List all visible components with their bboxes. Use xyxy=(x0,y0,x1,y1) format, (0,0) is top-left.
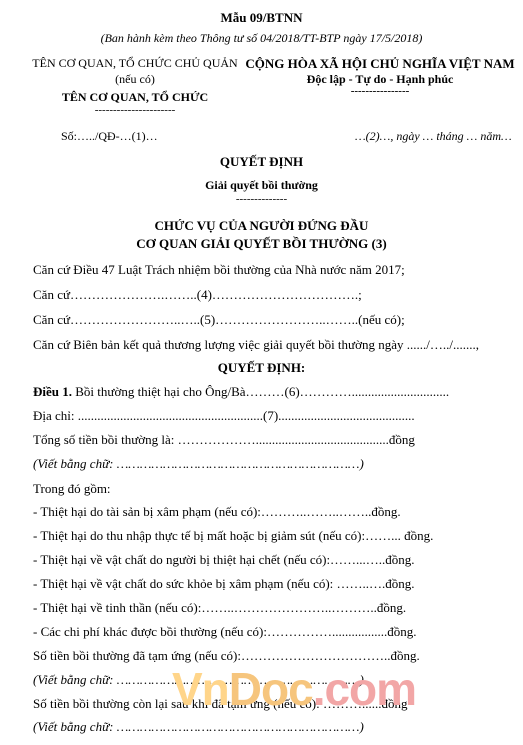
damage-item: - Thiệt hại do tài sản bị xâm phạm (nếu có):………..……..……..đồng. xyxy=(33,504,401,519)
watermark-part: Vn xyxy=(172,663,229,715)
damage-item: - Thiệt hại về vật chất do sức khỏe bị xâm phạm (nếu có): ……..….đồng. xyxy=(33,576,415,591)
damage-item: - Thiệt hại về tinh thần (nếu có):……..…………………..………..đồng. xyxy=(33,600,407,615)
article-1-label: Điều 1. xyxy=(33,384,72,399)
vndoc-watermark xyxy=(172,663,417,715)
motto-rule: ---------------- xyxy=(350,85,410,97)
including-line: Trong đó gồm: xyxy=(33,481,111,496)
basis-line: Căn cứ………………….……..(4)…………………………….; xyxy=(33,287,362,302)
issued-note: (Ban hành kèm theo Thông tư số 04/2018/TT-BTP ngày 17/5/2018) xyxy=(100,31,423,45)
place-date: …(2)…, ngày … tháng … năm… xyxy=(355,129,512,143)
watermark-part: Doc xyxy=(228,663,313,715)
agency-name: TÊN CƠ QUAN, TỔ CHỨC xyxy=(61,90,209,104)
authority-line-1: CHỨC VỤ CỦA NGƯỜI ĐỨNG ĐẦU xyxy=(154,218,369,233)
subject-rule: -------------- xyxy=(235,193,288,205)
damage-item: - Thiệt hại do thu nhập thực tế bị mất hoặc bị giảm sút (nếu có):……... đồng. xyxy=(33,528,434,543)
basis-line: Căn cứ Điều 47 Luật Trách nhiệm bồi thường của Nhà nước năm 2017; xyxy=(33,262,405,277)
decision-subject: Giải quyết bồi thường xyxy=(205,178,318,192)
authority-line-2: CƠ QUAN GIẢI QUYẾT BỒI THƯỜNG (3) xyxy=(136,236,387,251)
basis-line: Căn cứ……………………..…..(5)……………………..……..(nếu có); xyxy=(33,312,405,327)
remaining-words-line: (Viết bằng chữ: ………………………………………………………) xyxy=(33,719,364,734)
advance-line: Số tiền bồi thường đã tạm ứng (nếu có):……………………………..đồng. xyxy=(33,648,420,663)
address-line: Địa chỉ: .........................................................(7).......................................... xyxy=(33,408,415,423)
decides-heading: QUYẾT ĐỊNH: xyxy=(217,360,306,375)
total-words-line: (Viết bằng chữ: ………………………………………………………) xyxy=(33,456,364,471)
agency-parent-note: (nếu có) xyxy=(115,72,155,86)
article-1-text: Bồi thường thiệt hại cho Ông/Bà………(6)………….............................. xyxy=(72,384,450,399)
article-1 xyxy=(33,384,449,400)
agency-parent: TÊN CƠ QUAN, TỔ CHỨC CHỦ QUẢN xyxy=(32,56,238,70)
agency-rule: ---------------------- xyxy=(94,104,176,116)
form-number: Mẫu 09/BTNN xyxy=(220,10,303,25)
damage-item: - Các chi phí khác được bồi thường (nếu có):…………….................đồng. xyxy=(33,624,417,639)
country-motto: Độc lập - Tự do - Hạnh phúc xyxy=(306,72,454,86)
decision-title: QUYẾT ĐỊNH xyxy=(219,154,304,169)
basis-line: Căn cứ Biên bản kết quả thương lượng việc giải quyết bồi thường ngày ....../…../......., xyxy=(33,337,479,352)
damage-item: - Thiệt hại về vật chất do người bị thiệt hại chết (nếu có):……...…..đồng. xyxy=(33,552,415,567)
remaining-line: Số tiền bồi thường còn lại sau khi đã tạm ứng (nếu có): ………......đồng xyxy=(33,696,408,711)
decision-number: Số:…../QĐ-…(1)… xyxy=(61,129,158,143)
watermark-part: .com xyxy=(312,663,417,715)
total-line: Tổng số tiền bồi thường là: ……………….........................................đồng xyxy=(33,432,415,447)
country-name: CỘNG HÒA XÃ HỘI CHỦ NGHĨA VIỆT NAM xyxy=(245,56,515,71)
advance-words-line: (Viết bằng chữ: ………………………………………………………) xyxy=(33,672,364,687)
